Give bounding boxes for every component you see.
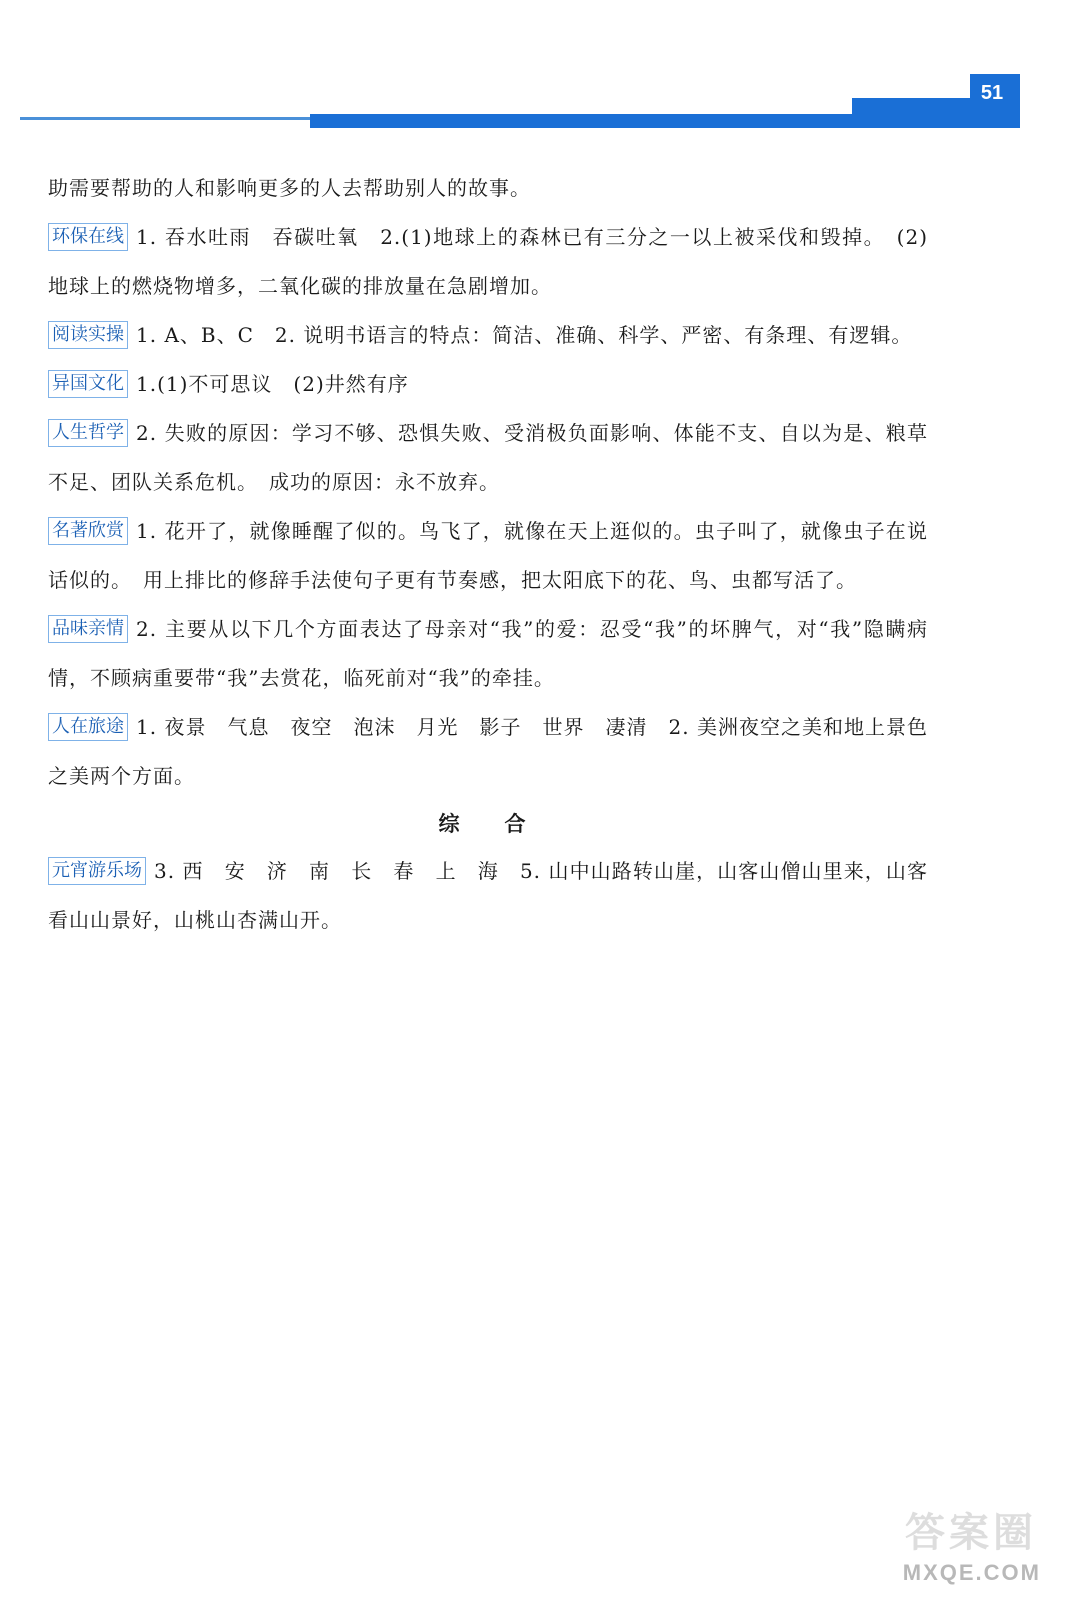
page-number: 51 <box>980 82 1004 104</box>
header-rule-thin <box>20 117 310 120</box>
header-step-block <box>852 98 972 128</box>
section-text: 1. A、B、C 2. 说明书语言的特点：简洁、准确、科学、严密、有条理、有逻辑。 <box>136 323 913 347</box>
answer-content <box>48 164 928 945</box>
section-label: 名著欣赏 <box>48 517 128 545</box>
section-text: 2. 主要从以下几个方面表达了母亲对“我”的爱：忍受“我”的坏脾气，对“我”隐瞒病情，不顾病重要带“我”去赏花，临死前对“我”的牵挂。 <box>48 617 928 690</box>
section-text: 3. 西 安 济 南 长 春 上 海 5. 山中山路转山崖，山客山僧山里来，山客看山山景好，山桃山杏满山开。 <box>48 859 928 932</box>
watermark-site: MXQE.COM <box>902 1560 1041 1585</box>
watermark-logo: 答案圈 <box>905 1510 1037 1556</box>
section-reading-practice <box>48 311 928 360</box>
section-lantern-festival <box>48 847 928 945</box>
section-label: 阅读实操 <box>48 321 128 349</box>
section-life-philosophy <box>48 409 928 507</box>
section-text: 1. 吞水吐雨 吞碳吐氧 2.(1)地球上的森林已有三分之一以上被采伐和毁掉。 (2)地球上的燃烧物增多，二氧化碳的排放量在急剧增加。 <box>48 225 928 298</box>
section-text: 1. 夜景 气息 夜空 泡沫 月光 影子 世界 凄清 2. 美洲夜空之美和地上景色之美两个方面。 <box>48 715 928 788</box>
section-heading-comprehensive: 综 合 <box>438 811 538 836</box>
section-text: 2. 失败的原因：学习不够、恐惧失败、受消极负面影响、体能不支、自以为是、粮草不足、团队关系危机。 成功的原因：永不放弃。 <box>48 421 928 494</box>
section-environment <box>48 213 928 311</box>
intro-line: 助需要帮助的人和影响更多的人去帮助别人的故事。 <box>48 176 531 200</box>
page-header <box>0 0 1067 140</box>
section-text: 1.(1)不可思议 (2)井然有序 <box>136 372 409 396</box>
section-label: 人生哲学 <box>48 419 128 447</box>
section-label: 品味亲情 <box>48 615 128 643</box>
section-family-love <box>48 605 928 703</box>
section-classics-appreciation <box>48 507 928 605</box>
section-foreign-culture <box>48 360 928 409</box>
section-label: 元宵游乐场 <box>48 857 146 885</box>
section-journey <box>48 703 928 801</box>
section-text: 1. 花开了，就像睡醒了似的。鸟飞了，就像在天上逛似的。虫子叫了，就像虫子在说话似的。 用上排比的修辞手法使句子更有节奏感，把太阳底下的花、鸟、虫都写活了。 <box>48 519 928 592</box>
section-label: 人在旅途 <box>48 713 128 741</box>
section-label: 环保在线 <box>48 223 128 251</box>
section-label: 异国文化 <box>48 370 128 398</box>
